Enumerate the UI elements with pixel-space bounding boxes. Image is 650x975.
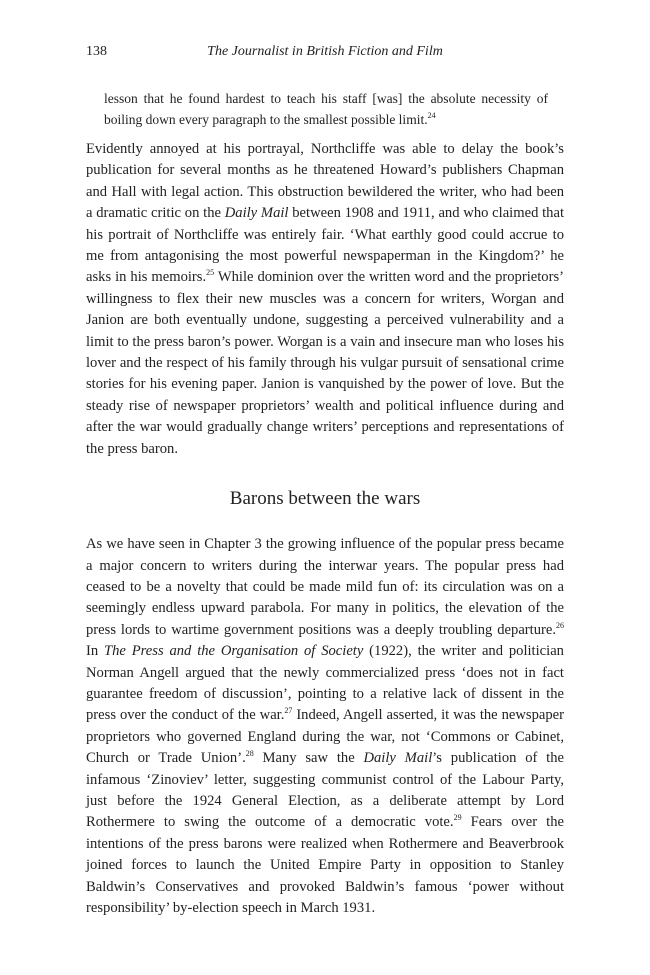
footnote-ref-25: 25: [206, 268, 215, 278]
body-paragraph-1: [86, 139, 564, 460]
paragraph-2-text-b: In: [86, 643, 104, 660]
paragraph-2-text-f: ’s publication of the infamous ‘Zinoviev’ letter, suggesting communist control of the Labour Party, just before the 1924 General Election, as a deliberate attempt by Lord Rothermere to swing the outcome of a democratic vote.: [86, 750, 564, 831]
paragraph-1-text-a: Evidently annoyed at his portrayal, Northcliffe was able to delay the book’s publication for several months as he threatened Howard’s publishers Chapman and Hall with legal action. This obstruction bewildered the writer, who had been a dramatic critic on the: [86, 141, 564, 222]
paragraph-2-text-c: (1922), the writer and politician Norman Angell argued that the newly commercialized press ‘does not in fact guarantee freedom of discussion’, pointing to a relative lack of dissent in the press over the conduct of the war.: [86, 643, 564, 724]
footnote-ref-24: 24: [427, 111, 436, 120]
paragraph-2-text-d: Indeed, Angell asserted, it was the newspaper proprietors who governed England during the war, not ‘Commons or Cabinet, Church or Trade Union’.: [86, 707, 564, 767]
paragraph-2-title-press-organisation: The Press and the Organisation of Society: [104, 643, 364, 660]
footnote-ref-26: 26: [556, 620, 564, 630]
paragraph-2-text-e: Many saw the: [253, 750, 364, 767]
paragraph-2-text-a: As we have seen in Chapter 3 the growing influence of the popular press became a major concern to writers during the interwar years. The popular press had ceased to be a novelty that could be made mild fun of: its circulation was on a seemingly endless upward parabola. For many in politics, the elevation of the press lords to wartime government positions was a deeply troubling departure.: [86, 536, 564, 638]
block-quote-text: lesson that he found hardest to teach his staff [was] the absolute necessity of boiling down every paragraph to the smallest possible limit.: [104, 91, 548, 127]
block-quote: [104, 88, 548, 130]
paragraph-1-title-daily-mail: Daily Mail: [224, 205, 289, 222]
running-title: The Journalist in British Fiction and Film: [207, 44, 443, 59]
footnote-ref-28: 28: [245, 749, 254, 759]
page-number: 138: [86, 44, 107, 59]
paragraph-1-text-c: While dominion over the written word and the proprietors’ willingness to flex their new muscles was a concern for writers, Worgan and Janion are both eventually undone, suggesting a perceived vulnerability and a limit to the press baron’s power. Worgan is a vain and insecure man who loses his lover and the respect of his family through his vulgar pursuit of sensational crime stories for his evening paper. Janion is vanquished by the power of love. But the steady rise of newspaper proprietors’ wealth and political influence during and after the war would gradually change writers’ perceptions and representations of the press baron.: [86, 269, 564, 457]
page-body: [86, 88, 564, 919]
footnote-ref-29: 29: [453, 813, 462, 823]
body-paragraph-2: [86, 534, 564, 919]
footnote-ref-27: 27: [284, 706, 293, 716]
section-heading: Barons between the wars: [229, 488, 421, 510]
page-header: [86, 44, 564, 64]
paragraph-2-title-daily-mail: Daily Mail: [363, 750, 433, 767]
paragraph-1-text-b: between 1908 and 1911, and who claimed that his portrait of Northcliffe was entirely fair. ‘What earthly good could accrue to me from antagonising the most powerful newspaperman in the Kingdom?’ he asks in his memoirs.: [86, 205, 565, 286]
paragraph-2-text-g: Fears over the intentions of the press barons were realized when Rothermere and Beaverbrook joined forces to launch the United Empire Party in opposition to Stanley Baldwin’s Conservatives and provoked Baldwin’s famous ‘power without responsibility’ by-election speech in March 1931.: [86, 814, 564, 916]
